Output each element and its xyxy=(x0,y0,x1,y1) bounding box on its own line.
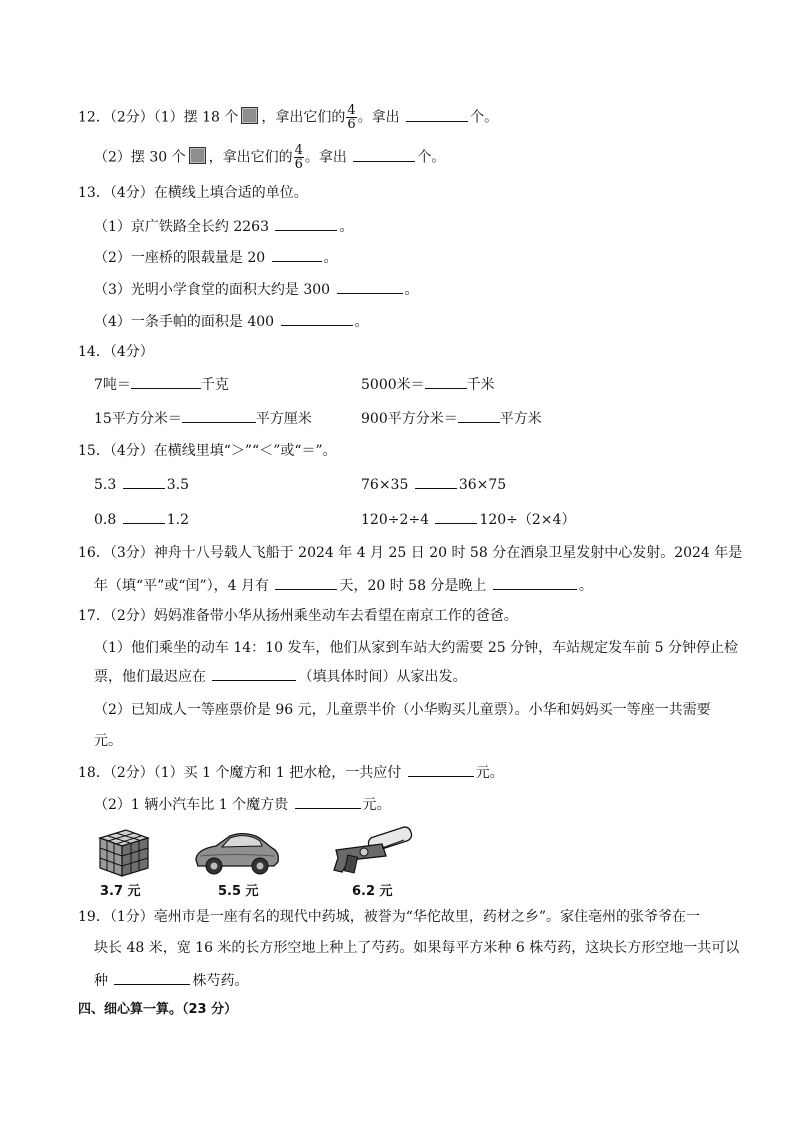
answer-blank[interactable] xyxy=(337,279,403,294)
q13-item: （1）京广铁路全长约 2263 。 xyxy=(94,216,353,237)
answer-blank[interactable] xyxy=(458,408,500,423)
q18-head: 18．（2分）（1）买 1 个魔方和 1 把水枪，一共应付 元。 xyxy=(78,762,504,783)
q18-p2: （2）1 辆小汽车比 1 个魔方贵 元。 xyxy=(94,794,391,815)
q13-item: （4）一条手帕的面积是 400 。 xyxy=(94,311,369,332)
toy-car-icon xyxy=(190,826,282,876)
q16-line2: 年（填“平”或“闰”），4 月有 天，20 时 58 分是晚上 。 xyxy=(94,575,593,596)
answer-blank[interactable] xyxy=(114,970,190,985)
answer-blank[interactable] xyxy=(131,374,201,389)
q13-head: 13．（4分）在横线上填合适的单位。 xyxy=(78,185,308,201)
price-label: 6.2 元 xyxy=(352,884,393,899)
gray-square-icon xyxy=(189,147,206,164)
answer-blank[interactable] xyxy=(272,247,322,262)
q12-head: 12．（2分）（1）摆 18 个 xyxy=(78,109,239,126)
q14-head: 14．（4分） xyxy=(78,344,154,360)
answer-blank[interactable] xyxy=(408,762,474,777)
section-heading: 四、细心算一算。（23 分） xyxy=(78,1002,238,1017)
answer-blank[interactable] xyxy=(123,509,165,524)
answer-blank[interactable] xyxy=(425,374,467,389)
q17-p1: （1）他们乘坐的动车 14：10 发车，他们从家到车站大约需要 25 分钟，车站规定发车前 5 分钟停止检 xyxy=(94,640,738,656)
answer-blank[interactable] xyxy=(281,311,353,326)
answer-blank[interactable] xyxy=(182,408,256,423)
q17-p2b: 元。 xyxy=(94,733,122,749)
answer-blank[interactable] xyxy=(353,147,415,162)
rubiks-cube-icon xyxy=(96,824,152,878)
q14-b: 5000米＝ 千米 xyxy=(361,374,495,395)
q12-line2: （2）摆 30 个 ，拿出它们的 $\frac{4}{6}$ 。拿出 个。 xyxy=(94,143,446,172)
answer-blank[interactable] xyxy=(435,509,477,524)
q13-item: （3）光明小学食堂的面积大约是 300 。 xyxy=(94,279,419,300)
q16-line1: 16．（3分）神舟十八号载人飞船于 2024 年 4 月 25 日 20 时 58 分在酒泉卫星发射中心发射。2024 年是 xyxy=(78,545,743,561)
q17-p2: （2）已知成人一等座票价是 96 元，儿童票半价（小华购买儿童票）。小华和妈妈买一等座一共需要 xyxy=(94,702,711,718)
answer-blank[interactable] xyxy=(212,666,296,681)
q15-c: 0.8 1.2 xyxy=(94,509,189,530)
q17-head: 17．（2分）妈妈准备带小华从扬州乘坐动车去看望在南京工作的爸爸。 xyxy=(78,608,518,624)
price-label: 3.7 元 xyxy=(100,884,141,899)
q19-line3: 种 株芍药。 xyxy=(94,970,248,991)
q13-item: （2）一座桥的限载量是 20 。 xyxy=(94,247,338,268)
q14-d: 900平方分米＝ 平方米 xyxy=(361,408,542,429)
answer-blank[interactable] xyxy=(295,794,361,809)
q15-b: 76×35 36×75 xyxy=(361,474,506,495)
q15-head: 15．（4分）在横线里填“＞”“＜”或“＝”。 xyxy=(78,443,337,459)
q14-c: 15平方分米＝ 平方厘米 xyxy=(94,408,312,429)
q14-a: 7吨＝ 千克 xyxy=(94,374,229,395)
water-gun-icon xyxy=(328,826,420,878)
answer-blank[interactable] xyxy=(123,474,165,489)
answer-blank[interactable] xyxy=(493,575,577,590)
answer-blank[interactable] xyxy=(406,107,468,122)
q12-line1: 12．（2分）（1）摆 18 个 ，拿出它们的 $\frac{4}{6}$ 。拿出 个。 xyxy=(78,103,499,132)
answer-blank[interactable] xyxy=(275,216,337,231)
q17-p1b: 票，他们最迟应在 （填具体时间）从家出发。 xyxy=(94,666,466,687)
q19-line2: 块长 48 米，宽 16 米的长方形空地上种上了芍药。如果每平方米种 6 株芍药，这块长方形空地一共可以 xyxy=(94,940,740,956)
q15-d: 120÷2÷4 120÷（2×4） xyxy=(361,509,575,530)
fraction: $\frac{4}{6}$ xyxy=(294,143,303,172)
answer-blank[interactable] xyxy=(275,575,337,590)
answer-blank[interactable] xyxy=(415,474,457,489)
q15-a: 5.3 3.5 xyxy=(94,474,189,495)
fraction: $\frac{4}{6}$ xyxy=(347,103,356,132)
gray-square-icon xyxy=(241,107,258,124)
q19-line1: 19．（1分）亳州市是一座有名的现代中药城，被誉为“华佗故里，药材之乡”。家住亳州的张爷爷在一 xyxy=(78,909,701,925)
price-label: 5.5 元 xyxy=(218,884,259,899)
